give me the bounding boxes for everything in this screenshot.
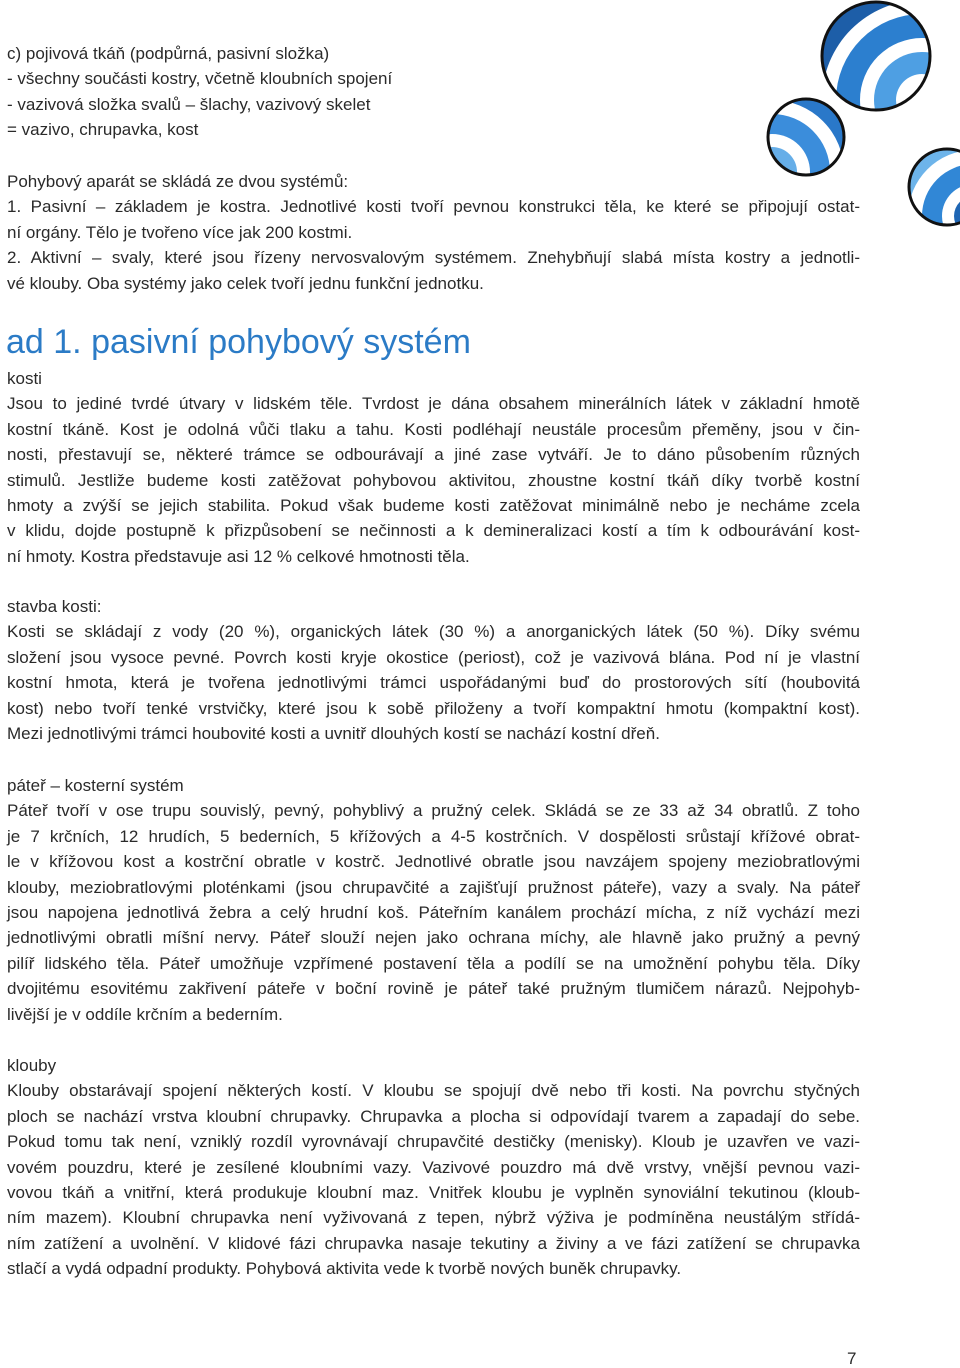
text-line: livější je v oddíle krčním a bederním. xyxy=(7,1004,283,1024)
text-line: Páteř tvoří v ose trupu souvislý, pevný, pohyblivý a pružný celek. Skládá se ze 33 až 34 obratlů. Z toho xyxy=(7,801,860,821)
section-title: páteř – kosterní systém xyxy=(7,776,184,795)
section-paragraph xyxy=(7,798,860,1027)
text-line: ní hmoty. Kostra představuje asi 12 % celkové hmotnosti těla. xyxy=(7,546,470,566)
page-number: 7 xyxy=(847,1349,857,1368)
text-line: Jsou to jediné tvrdé útvary v lidském těle. Tvrdost je dána obsahem minerálních látek v základní hmotě xyxy=(7,394,860,414)
text-line: vovém pouzdru, které je zesílené kloubními vazy. Vazivové pouzdro má dvě vrstvy, vnější pevnou vazi- xyxy=(7,1157,860,1177)
text-line: kostní tkáně. Kost je odolná vůči tlaku a tahu. Kosti podléhají neustále procesům přeměny, jsou v čin- xyxy=(7,419,860,439)
text-line: nosti, přestavují se, některé trámce se odbourávají a jiné zase vytváří. Je to dáno působením různých xyxy=(7,445,860,465)
intro-list xyxy=(7,41,392,143)
text-line: klouby, meziobratlovými ploténkami (jsou chrupavčité a zajišťují pružnost páteře), vazy a svaly. Na páteř xyxy=(7,877,860,897)
text-line: hmoty a zvýší se jejich stabilita. Pokud však budeme kosti zatěžovat minimálně nebo je necháme zcela xyxy=(7,495,860,515)
section-title: stavba kosti: xyxy=(7,597,102,616)
text-line: kostní hmota, která je tvořena jednotlivými trámci uspořádanými buď do prostorových sítí (houbovitá xyxy=(7,673,860,693)
text-line: kost) nebo tvoří tenké vrstvičky, které jsou k sobě přiloženy a tvoří kompaktní hmotu (kompaktní kost). xyxy=(7,698,860,718)
text-line: Pokud tomu tak není, vzniklý rozdíl vyrovnávají chrupavčité destičky (menisky). Kloub je uzavřen ve vazi- xyxy=(7,1132,860,1152)
text-line: pilíř lidského těla. Páteř umožňuje vzpřímené postavení těla a podílí se na umožnění pohybu těla. Díky xyxy=(7,953,860,973)
text-line: c) pojivová tkáň (podpůrná, pasivní složka) xyxy=(7,44,330,63)
text-line: dvojitému esovitému zakřivení páteře v boční rovině je páteř také pružným tlumičem nárazů. Nejpohyb- xyxy=(7,979,860,999)
text-line: Mezi jednotlivými trámci houbovité kosti a uvnitř dlouhých kostí se nachází kostní dřeň. xyxy=(7,723,660,743)
section-pater xyxy=(7,773,860,1027)
text-line: 2. Aktivní – svaly, které jsou řízeny nervosvalovým systémem. Znehybňují slabá místa kostry a jednotli- xyxy=(7,248,860,268)
system-2-paragraph xyxy=(7,245,860,296)
text-line: jsou napojena jednotlivá žebra a celý hrudní koš. Páteřním kanálem prochází mícha, z níž vychází mezi xyxy=(7,902,860,922)
striped-ball-icon xyxy=(900,140,960,232)
text-line: jednotlivými obratli míšní nervy. Páteř slouží nejen jako ochrana míchy, ale hlavně jako pružný a pevný xyxy=(7,928,860,948)
section-title: kosti xyxy=(7,369,42,388)
text-line: je 7 krčních, 12 hrudích, 5 bederních, 5 křížových a 4-5 kostrčních. V dospělosti srůstají křížové obrat- xyxy=(7,826,860,846)
text-line: stlačí a vydá odpadní produkty. Pohybová aktivita vede k tvorbě nových buněk chrupavky. xyxy=(7,1259,682,1279)
section-paragraph xyxy=(7,619,860,746)
section-kosti xyxy=(7,366,860,569)
text-line: - všechny součásti kostry, včetně kloubních spojení xyxy=(7,69,393,89)
section-stavba-kosti xyxy=(7,594,860,746)
text-line: le v křížovou kost a kostrční obratle v kostrč. Jednotlivé obratle jsou navzájem spojeny meziobratlovými xyxy=(7,852,860,872)
text-line: Klouby obstarávají spojení některých kostí. V kloubu se spojují dvě nebo tři kosti. Na povrchu styčných xyxy=(7,1081,860,1101)
text-line: vé klouby. Oba systémy jako celek tvoří jednu funkční jednotku. xyxy=(7,273,484,293)
systems-block xyxy=(7,169,860,296)
systems-title: Pohybový aparát se skládá ze dvou systémů: xyxy=(7,172,349,191)
section-paragraph xyxy=(7,391,860,569)
text-line: 1. Pasivní – základem je kostra. Jednotlivé kosti tvoří pevnou konstrukci těla, ke které se připojují ostat- xyxy=(7,197,860,217)
section-heading: ad 1. pasivní pohybový systém xyxy=(6,323,471,361)
section-klouby xyxy=(7,1053,860,1282)
text-line: ní orgány. Tělo je tvořeno více jak 200 kostmi. xyxy=(7,222,353,242)
section-paragraph xyxy=(7,1078,860,1281)
text-line: - vazivová složka svalů – šlachy, vazivový skelet xyxy=(7,94,371,114)
system-1-paragraph xyxy=(7,194,860,245)
text-line: = vazivo, chrupavka, kost xyxy=(7,120,199,140)
section-title: klouby xyxy=(7,1056,57,1075)
text-line: stimulů. Jestliže budeme kosti zatěžovat pohybovou aktivitou, zhoustne kostní tkáň díky tvorbě kostní xyxy=(7,470,860,490)
text-line: v klidu, dojde postupně k přizpůsobení se nečinnosti a k demineralizaci kostí a tím k odbourávání kost- xyxy=(7,521,860,541)
text-line: složení jsou vysoce pevné. Povrch kosti kryje okostice (periost), což je vazivová blána. Pod ní je vlastní xyxy=(7,647,860,667)
text-line: ploch se nachází vrstva kloubní chrupavky. Chrupavka a plocha si odpovídají tvarem a zapadají do sebe. xyxy=(7,1106,860,1126)
text-line: Kosti se skládají z vody (20 %), organických látek (30 %) a anorganických látek (50 %). Díky svému xyxy=(7,622,860,642)
text-line: ním mazem). Kloubní chrupavka není vyživovaná z tepen, nýbrž výživa je podmíněna neustálým střídá- xyxy=(7,1208,860,1228)
text-line: ním zatížení a uvolnění. V klidové fázi chrupavka nasaje tekutiny a živiny a ve fázi zatížení se chrupavka xyxy=(7,1233,860,1253)
text-line: vovou tkáň a vnitřní, která produkuje kloubní maz. Vnitřek kloubu je vyplněn synoviální tekutinou (kloub- xyxy=(7,1182,860,1202)
